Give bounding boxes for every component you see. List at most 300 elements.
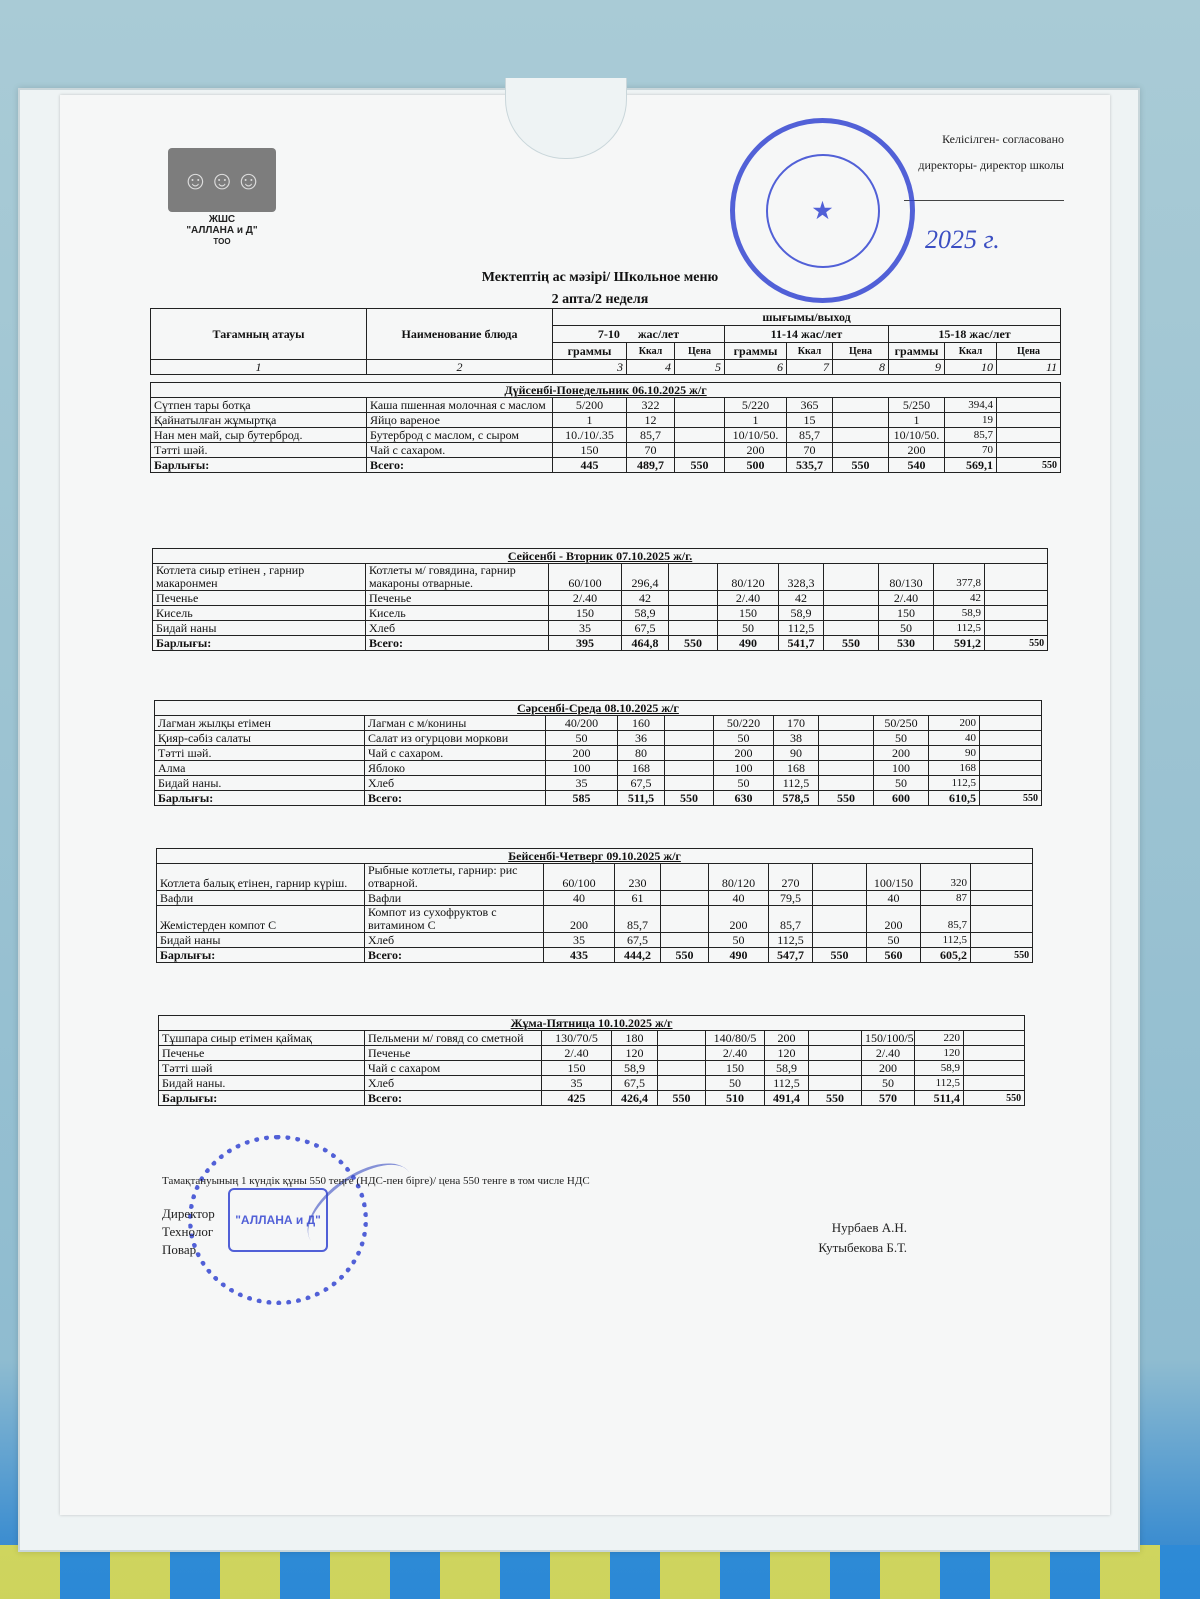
- total-value: 550: [661, 948, 709, 963]
- total-value: 445: [553, 458, 627, 473]
- total-value: 491,4: [765, 1091, 809, 1106]
- dish-row: [157, 891, 1033, 906]
- dish-name-kz: Нан мен май, сыр бутерброд.: [151, 428, 367, 443]
- dish-value: 85,7: [787, 428, 833, 443]
- dish-value: 377,8: [934, 564, 985, 591]
- dish-name-kz: Котлета балық етінен, гарнир күріш.: [157, 864, 365, 891]
- dish-value: 112,5: [765, 1076, 809, 1091]
- dish-value: [661, 864, 709, 891]
- dish-value: 67,5: [612, 1076, 658, 1091]
- dish-value: 2/.40: [879, 591, 934, 606]
- dish-value: 50: [546, 731, 618, 746]
- total-value: 550: [980, 791, 1042, 806]
- dish-value: 2/.40: [706, 1046, 765, 1061]
- total-row: [157, 948, 1033, 963]
- dish-row: [151, 443, 1061, 458]
- dish-value: 40/200: [546, 716, 618, 731]
- dish-value: 40: [709, 891, 769, 906]
- dish-value: 50: [714, 731, 774, 746]
- header-kcal: Ккал: [627, 343, 675, 360]
- dish-value: [665, 761, 714, 776]
- dish-value: 80/120: [718, 564, 779, 591]
- dish-value: 40: [544, 891, 615, 906]
- dish-value: 100/150: [867, 864, 921, 891]
- dish-value: [658, 1046, 706, 1061]
- day-table: [152, 548, 1048, 651]
- dish-value: [985, 606, 1048, 621]
- dish-value: 112,5: [915, 1076, 964, 1091]
- dish-value: 42: [622, 591, 669, 606]
- dish-value: [819, 731, 874, 746]
- dish-value: [824, 591, 879, 606]
- dish-value: 320: [921, 864, 971, 891]
- header-kcal: Ккал: [787, 343, 833, 360]
- dish-name-kz: Бидай наны: [157, 933, 365, 948]
- dish-value: 150/100/5: [862, 1031, 915, 1046]
- day-heading: Сәрсенбі-Среда 08.10.2025 ж/г: [155, 701, 1042, 716]
- dish-name-kz: Сүтпен тары ботқа: [151, 398, 367, 413]
- dish-value: 220: [915, 1031, 964, 1046]
- day-table: [154, 700, 1042, 806]
- total-value: 425: [542, 1091, 612, 1106]
- total-value: 550: [971, 948, 1033, 963]
- dish-value: 10/10/50.: [889, 428, 945, 443]
- dish-value: 168: [774, 761, 819, 776]
- total-value: 530: [879, 636, 934, 651]
- total-value: 550: [833, 458, 889, 473]
- total-row: [159, 1091, 1025, 1106]
- dish-row: [159, 1046, 1025, 1061]
- dish-name-ru: Компот из сухофруктов с витамином С: [365, 906, 544, 933]
- header-output: шығымы/выход: [553, 309, 1061, 326]
- dish-value: [813, 933, 867, 948]
- dish-value: 85,7: [921, 906, 971, 933]
- dish-value: [964, 1031, 1025, 1046]
- dish-name-ru: Рыбные котлеты, гарнир: рис отварной.: [365, 864, 544, 891]
- dish-value: 85,7: [627, 428, 675, 443]
- dish-name-kz: Бидай наны.: [159, 1076, 365, 1091]
- total-value: 550: [669, 636, 718, 651]
- dish-value: 200: [709, 906, 769, 933]
- dish-value: 67,5: [622, 621, 669, 636]
- column-number: 2: [367, 360, 553, 375]
- dish-name-kz: Алма: [155, 761, 365, 776]
- day-heading: Дүйсенбі-Понедельник 06.10.2025 ж/г: [151, 383, 1061, 398]
- dish-value: [665, 776, 714, 791]
- menu-title: Мектептің ас мәзірі/ Школьное меню: [481, 270, 719, 285]
- total-label: Всего:: [365, 1091, 542, 1106]
- dish-value: 85,7: [945, 428, 997, 443]
- dish-value: [669, 564, 718, 591]
- total-value: 464,8: [622, 636, 669, 651]
- dish-value: [997, 428, 1061, 443]
- dish-value: [658, 1076, 706, 1091]
- dish-value: [824, 606, 879, 621]
- dish-value: [661, 906, 709, 933]
- dish-value: 50/220: [714, 716, 774, 731]
- dish-value: [675, 398, 725, 413]
- column-number: 5: [675, 360, 725, 375]
- name-technologist: Кутыбекова Б.Т.: [818, 1240, 907, 1255]
- logo-line1: ЖШС: [208, 214, 236, 225]
- dish-value: [819, 761, 874, 776]
- dish-value: 100: [714, 761, 774, 776]
- dish-value: 322: [627, 398, 675, 413]
- total-value: 490: [718, 636, 779, 651]
- total-value: 605,2: [921, 948, 971, 963]
- dish-value: 70: [945, 443, 997, 458]
- column-number: 11: [997, 360, 1061, 375]
- dish-name-ru: Бутерброд с маслом, с сыром: [367, 428, 553, 443]
- dish-row: [153, 621, 1048, 636]
- dish-name-ru: Хлеб: [366, 621, 549, 636]
- dish-row: [155, 716, 1042, 731]
- total-value: 550: [964, 1091, 1025, 1106]
- total-value: 541,7: [779, 636, 824, 651]
- dish-value: 50: [862, 1076, 915, 1091]
- dish-value: 200: [544, 906, 615, 933]
- total-value: 550: [675, 458, 725, 473]
- dish-value: 67,5: [615, 933, 661, 948]
- dish-value: [997, 398, 1061, 413]
- dish-value: 42: [934, 591, 985, 606]
- dish-name-kz: Жемістерден компот С: [157, 906, 365, 933]
- total-value: 578,5: [774, 791, 819, 806]
- dish-value: 50: [867, 933, 921, 948]
- total-value: 600: [874, 791, 929, 806]
- dish-value: [833, 413, 889, 428]
- dish-value: 200: [867, 906, 921, 933]
- dish-value: [675, 428, 725, 443]
- dish-value: [819, 746, 874, 761]
- dish-value: [813, 906, 867, 933]
- day-table: [156, 848, 1033, 963]
- dish-value: 40: [929, 731, 980, 746]
- total-value: 560: [867, 948, 921, 963]
- dish-row: [159, 1031, 1025, 1046]
- dish-value: [675, 443, 725, 458]
- dish-value: 130/70/5: [542, 1031, 612, 1046]
- dish-value: [665, 746, 714, 761]
- dish-value: 58,9: [765, 1061, 809, 1076]
- dish-value: [971, 906, 1033, 933]
- dish-value: 1: [553, 413, 627, 428]
- dish-value: [980, 761, 1042, 776]
- dish-value: 150: [542, 1061, 612, 1076]
- total-value: 510: [706, 1091, 765, 1106]
- dish-value: [964, 1076, 1025, 1091]
- dish-value: 42: [779, 591, 824, 606]
- dish-value: [819, 716, 874, 731]
- dish-name-kz: Қайнатылған жұмыртқа: [151, 413, 367, 428]
- signatory-names: [818, 1218, 907, 1258]
- menu-header-table: [150, 308, 1061, 375]
- dish-row: [151, 428, 1061, 443]
- total-value: 570: [862, 1091, 915, 1106]
- dish-name-kz: Бидай наны: [153, 621, 366, 636]
- header-grams: граммы: [889, 343, 945, 360]
- dish-value: 112,5: [774, 776, 819, 791]
- total-row: [151, 458, 1061, 473]
- header-grams: граммы: [553, 343, 627, 360]
- dish-name-ru: Яблоко: [365, 761, 546, 776]
- dish-value: 10./10/.35: [553, 428, 627, 443]
- dish-row: [159, 1061, 1025, 1076]
- total-value: 540: [889, 458, 945, 473]
- column-number: 3: [553, 360, 627, 375]
- dish-value: 50: [874, 776, 929, 791]
- day-heading: Жұма-Пятница 10.10.2025 ж/г: [159, 1016, 1025, 1031]
- dish-value: 60/100: [544, 864, 615, 891]
- total-value: 547,7: [769, 948, 813, 963]
- dish-value: 70: [627, 443, 675, 458]
- dish-value: [997, 413, 1061, 428]
- dish-value: 365: [787, 398, 833, 413]
- header-col-ru: Наименование блюда: [367, 309, 553, 360]
- dish-value: 90: [774, 746, 819, 761]
- dish-row: [155, 776, 1042, 791]
- dish-row: [153, 591, 1048, 606]
- total-label: Барлығы:: [151, 458, 367, 473]
- total-value: 550: [819, 791, 874, 806]
- header-col-kz: Тағамның атауы: [151, 309, 367, 360]
- dish-value: 87: [921, 891, 971, 906]
- dish-name-kz: Печенье: [159, 1046, 365, 1061]
- header-price: Цена: [833, 343, 889, 360]
- dish-name-kz: Кисель: [153, 606, 366, 621]
- dish-value: 35: [549, 621, 622, 636]
- dish-value: 200: [765, 1031, 809, 1046]
- dish-row: [157, 864, 1033, 891]
- dish-value: 100: [874, 761, 929, 776]
- header-price: Цена: [675, 343, 725, 360]
- dish-name-ru: Каша пшенная молочная с маслом: [367, 398, 553, 413]
- dish-name-kz: Лагман жылқы етімен: [155, 716, 365, 731]
- dish-name-kz: Бидай наны.: [155, 776, 365, 791]
- total-value: 550: [997, 458, 1061, 473]
- header-age3: 15-18 жас/лет: [889, 326, 1061, 343]
- dish-value: [809, 1076, 862, 1091]
- dish-name-ru: Яйцо вареное: [367, 413, 553, 428]
- dish-value: [971, 864, 1033, 891]
- dish-name-ru: Хлеб: [365, 933, 544, 948]
- column-number: 9: [889, 360, 945, 375]
- dish-value: 58,9: [915, 1061, 964, 1076]
- dish-value: [675, 413, 725, 428]
- dish-value: 80/120: [709, 864, 769, 891]
- total-row: [153, 636, 1048, 651]
- price-note: Тамақтануының 1 күндік құны 550 теңге (НДС-пен бірге)/ цена 550 тенге в том числе НДС: [162, 1175, 590, 1187]
- dish-name-kz: Тәтті шәй: [159, 1061, 365, 1076]
- dish-value: 80: [618, 746, 665, 761]
- total-label: Барлығы:: [157, 948, 365, 963]
- dish-value: 150: [718, 606, 779, 621]
- dish-value: 328,3: [779, 564, 824, 591]
- dish-value: 200: [862, 1061, 915, 1076]
- dish-value: [980, 776, 1042, 791]
- column-number: 1: [151, 360, 367, 375]
- total-label: Всего:: [365, 791, 546, 806]
- dish-value: [809, 1046, 862, 1061]
- dish-name-ru: Хлеб: [365, 1076, 542, 1091]
- total-value: 591,2: [934, 636, 985, 651]
- dish-value: [964, 1061, 1025, 1076]
- column-number: 7: [787, 360, 833, 375]
- total-value: 569,1: [945, 458, 997, 473]
- role-cook: Повар: [162, 1242, 197, 1257]
- dish-value: 112,5: [769, 933, 813, 948]
- header-grams: граммы: [725, 343, 787, 360]
- dish-value: 38: [774, 731, 819, 746]
- dish-value: 112,5: [934, 621, 985, 636]
- dish-row: [159, 1076, 1025, 1091]
- dish-value: [819, 776, 874, 791]
- dish-row: [157, 906, 1033, 933]
- dish-value: 80/130: [879, 564, 934, 591]
- total-value: 395: [549, 636, 622, 651]
- approval-line2: директоры- директор школы: [918, 158, 1064, 172]
- dish-name-ru: Лагман с м/конины: [365, 716, 546, 731]
- day-heading: Бейсенбі-Четверг 09.10.2025 ж/г: [157, 849, 1033, 864]
- total-row: [155, 791, 1042, 806]
- total-value: 511,4: [915, 1091, 964, 1106]
- dish-value: 150: [706, 1061, 765, 1076]
- background-floor-band: [0, 1545, 1200, 1599]
- total-value: 550: [665, 791, 714, 806]
- dish-value: 180: [612, 1031, 658, 1046]
- day-heading: Сейсенбі - Вторник 07.10.2025 ж/г.: [153, 549, 1048, 564]
- dish-name-ru: Котлеты м/ говядина, гарнир макароны отварные.: [366, 564, 549, 591]
- dish-name-kz: Котлета сиыр етінен , гарнир макаронмен: [153, 564, 366, 591]
- total-value: 585: [546, 791, 618, 806]
- dish-value: 120: [612, 1046, 658, 1061]
- column-number: 10: [945, 360, 997, 375]
- dish-value: [669, 591, 718, 606]
- dish-value: 50: [874, 731, 929, 746]
- dish-value: 200: [929, 716, 980, 731]
- dish-value: 5/220: [725, 398, 787, 413]
- dish-value: [997, 443, 1061, 458]
- dish-value: [809, 1061, 862, 1076]
- dish-value: [661, 933, 709, 948]
- dish-value: 90: [929, 746, 980, 761]
- dish-value: 200: [546, 746, 618, 761]
- dish-value: [824, 621, 879, 636]
- total-value: 435: [544, 948, 615, 963]
- dish-name-ru: Печенье: [365, 1046, 542, 1061]
- name-director: Нурбаев А.Н.: [831, 1220, 907, 1235]
- stamp-company-name: "АЛЛАНА и Д": [235, 1213, 321, 1227]
- total-label: Барлығы:: [153, 636, 366, 651]
- dish-row: [155, 746, 1042, 761]
- dish-value: 50: [879, 621, 934, 636]
- total-value: 489,7: [627, 458, 675, 473]
- dish-name-ru: Чай с сахаром: [365, 1061, 542, 1076]
- header-kcal: Ккал: [945, 343, 997, 360]
- dish-name-ru: Печенье: [366, 591, 549, 606]
- dish-value: 19: [945, 413, 997, 428]
- dish-name-ru: Чай с сахаром.: [367, 443, 553, 458]
- dish-value: 200: [889, 443, 945, 458]
- dish-value: [809, 1031, 862, 1046]
- dish-value: [985, 564, 1048, 591]
- dish-name-kz: Тәтті шәй.: [151, 443, 367, 458]
- header-age2: 11-14 жас/лет: [725, 326, 889, 343]
- dish-value: 120: [765, 1046, 809, 1061]
- dish-value: [971, 933, 1033, 948]
- dish-value: 150: [879, 606, 934, 621]
- dish-value: [661, 891, 709, 906]
- day-table: [150, 382, 1061, 473]
- dish-value: 2/.40: [542, 1046, 612, 1061]
- column-number: 8: [833, 360, 889, 375]
- dish-value: 394,4: [945, 398, 997, 413]
- total-value: 550: [824, 636, 879, 651]
- dish-name-ru: Вафли: [365, 891, 544, 906]
- total-value: 426,4: [612, 1091, 658, 1106]
- total-value: 511,5: [618, 791, 665, 806]
- dish-value: 12: [627, 413, 675, 428]
- column-number: 4: [627, 360, 675, 375]
- dish-value: 50: [706, 1076, 765, 1091]
- dish-value: 200: [725, 443, 787, 458]
- dish-value: 2/.40: [549, 591, 622, 606]
- dish-value: 5/200: [553, 398, 627, 413]
- dish-value: [669, 606, 718, 621]
- total-value: 444,2: [615, 948, 661, 963]
- dish-value: 200: [874, 746, 929, 761]
- dish-value: [985, 621, 1048, 636]
- dish-value: 35: [544, 933, 615, 948]
- total-value: 500: [725, 458, 787, 473]
- dish-name-ru: Пельмени м/ говяд со сметной: [365, 1031, 542, 1046]
- approval-handwritten-date: 2025 г.: [925, 225, 1000, 254]
- header-price: Цена: [997, 343, 1061, 360]
- dish-value: 170: [774, 716, 819, 731]
- dish-name-ru: Чай с сахаром.: [365, 746, 546, 761]
- dish-value: 79,5: [769, 891, 813, 906]
- dish-value: 85,7: [615, 906, 661, 933]
- dish-value: 112,5: [921, 933, 971, 948]
- dish-value: 168: [618, 761, 665, 776]
- day-table: [158, 1015, 1025, 1106]
- dish-value: [813, 891, 867, 906]
- column-number: 6: [725, 360, 787, 375]
- dish-value: [971, 891, 1033, 906]
- dish-value: 58,9: [622, 606, 669, 621]
- dish-value: 50: [714, 776, 774, 791]
- menu-subtitle: 2 апта/2 неделя: [551, 292, 649, 307]
- total-value: 550: [809, 1091, 862, 1106]
- dish-value: [665, 731, 714, 746]
- dish-value: 50/250: [874, 716, 929, 731]
- dish-value: 70: [787, 443, 833, 458]
- dish-value: [985, 591, 1048, 606]
- dish-row: [151, 398, 1061, 413]
- dish-value: 35: [542, 1076, 612, 1091]
- company-logo: [158, 142, 286, 250]
- approval-line1: Келісілген- согласовано: [942, 132, 1064, 146]
- dish-row: [157, 933, 1033, 948]
- dish-row: [153, 564, 1048, 591]
- dish-name-kz: Печенье: [153, 591, 366, 606]
- dish-value: 160: [618, 716, 665, 731]
- dish-value: [658, 1061, 706, 1076]
- dish-row: [153, 606, 1048, 621]
- dish-name-kz: Қияр-сәбіз салаты: [155, 731, 365, 746]
- dish-name-ru: Кисель: [366, 606, 549, 621]
- approval-block: [904, 126, 1064, 201]
